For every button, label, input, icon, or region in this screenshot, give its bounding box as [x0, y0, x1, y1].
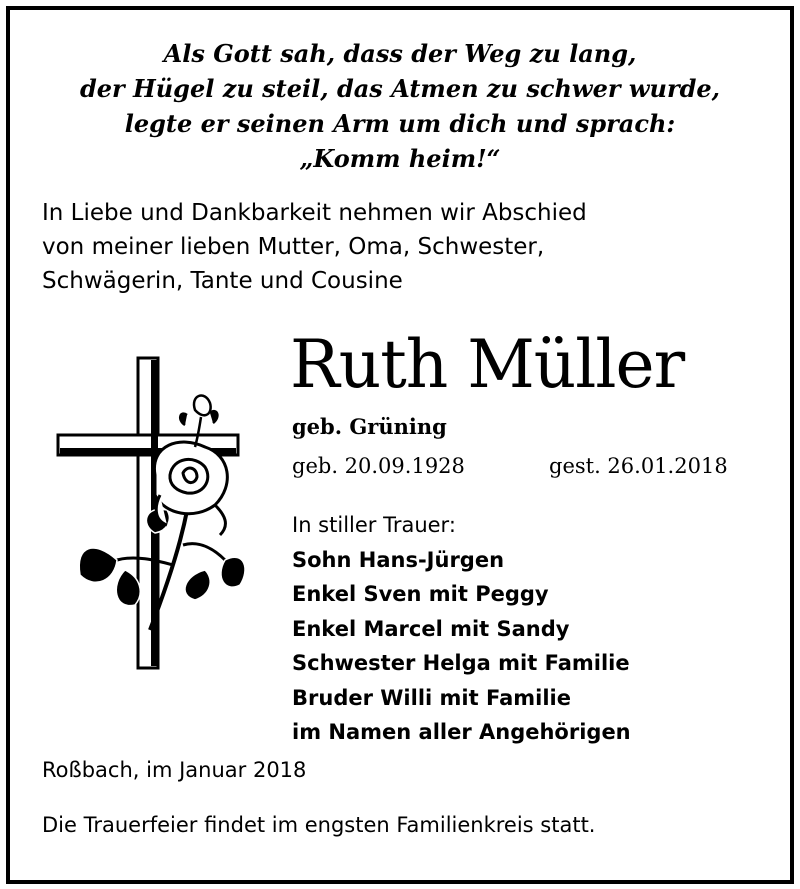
place-and-date: Roßbach, im Januar 2018 [42, 758, 307, 782]
poem-line: „Komm heim!“ [299, 144, 501, 173]
intro-text [42, 196, 587, 298]
intro-line: In Liebe und Dankbarkeit nehmen wir Abschied [42, 200, 587, 226]
deceased-name: Ruth Müller [290, 326, 685, 403]
funeral-note: Die Trauerfeier findet im engsten Familienkreis statt. [42, 813, 596, 837]
mourner-entry: Enkel Marcel mit Sandy [292, 616, 570, 641]
poem-line: der Hügel zu steil, das Atmen zu schwer wurde, [80, 74, 720, 103]
mourner-entry: Sohn Hans-Jürgen [292, 547, 505, 572]
birth-date: geb. 20.09.1928 [292, 454, 465, 478]
poem-line: Als Gott sah, dass der Weg zu lang, [163, 39, 637, 68]
mourner-entry: Enkel Sven mit Peggy [292, 582, 549, 606]
intro-line: von meiner lieben Mutter, Oma, Schwester, [42, 234, 545, 260]
poem-line: legte er seinen Arm um dich und sprach: [124, 109, 676, 138]
mourner-entry: im Namen aller Angehörigen [292, 720, 631, 744]
mourners-label: In stiller Trauer: [292, 513, 456, 537]
mourner-entry: Schwester Helga mit Familie [292, 651, 630, 675]
cross-with-rose-icon [55, 355, 250, 680]
death-date: gest. 26.01.2018 [549, 454, 728, 478]
maiden-name: geb. Grüning [292, 414, 447, 439]
mourners-block [292, 508, 631, 750]
poem [0, 36, 800, 176]
mourner-entry: Bruder Willi mit Familie [292, 685, 571, 710]
intro-line: Schwägerin, Tante und Cousine [42, 268, 403, 294]
